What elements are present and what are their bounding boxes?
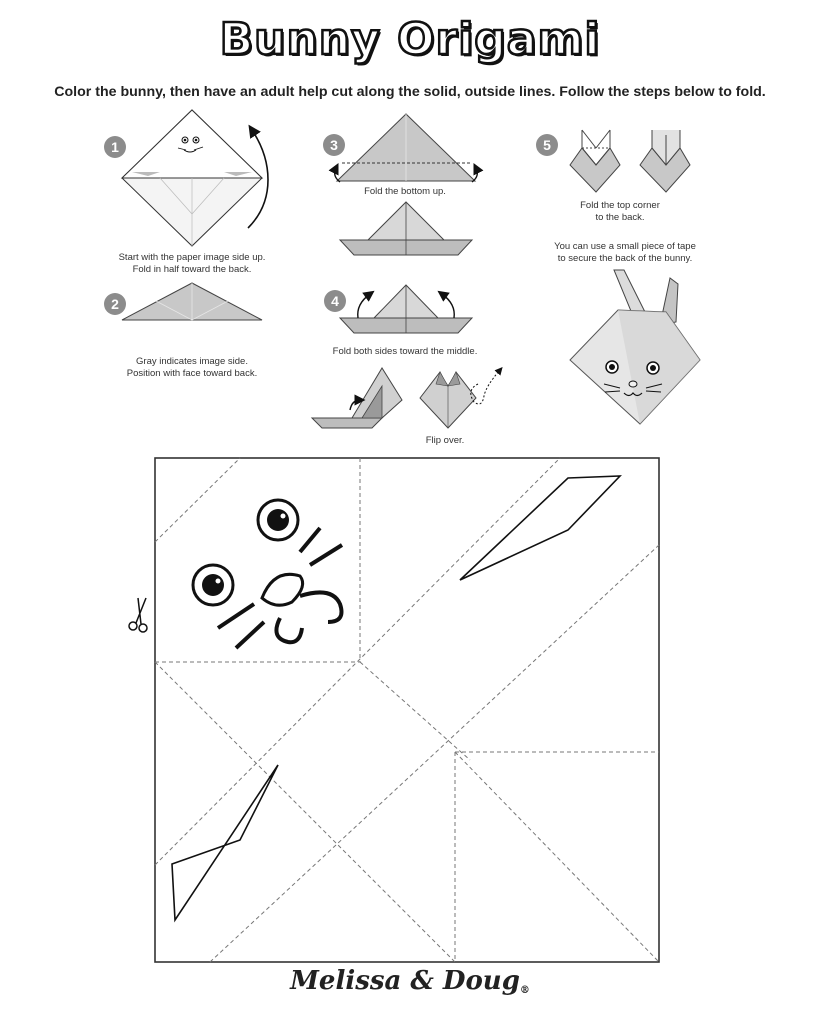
step-4-badge: 4 xyxy=(324,290,346,312)
step-4-caption: Fold both sides toward the middle. xyxy=(332,346,478,357)
step-3-caption: Fold the bottom up. xyxy=(364,186,446,197)
step-3-diagram xyxy=(335,114,478,255)
registered-mark: ® xyxy=(519,985,530,996)
bunny-cutout-sheet xyxy=(155,458,659,962)
finished-bunny-illustration xyxy=(570,270,700,424)
step-2-badge: 2 xyxy=(104,293,126,315)
tape-note: You can use a small piece of tape to secure the back of the bunny. xyxy=(554,241,696,264)
step-2-diagram xyxy=(122,283,262,320)
scissors-icon xyxy=(129,598,147,632)
flip-over-caption: Flip over. xyxy=(425,435,465,446)
step-5-diagram xyxy=(570,130,690,192)
step-1-caption: Start with the paper image side up. Fold in half toward the back. xyxy=(118,252,266,275)
step-1-diagram xyxy=(122,110,268,246)
step-2-caption: Gray indicates image side. Position with face toward back. xyxy=(126,356,258,379)
page-title: Bunny Origami xyxy=(219,14,601,65)
step-3-badge: 3 xyxy=(323,134,345,156)
step-5-caption: Fold the top corner to the back. xyxy=(580,200,660,223)
step-5-badge: 5 xyxy=(536,134,558,156)
step-1-badge: 1 xyxy=(104,136,126,158)
brand-logo xyxy=(0,966,820,996)
instructions-text: Color the bunny, then have an adult help cut along the solid, outside lines. Follow the steps below to fold. xyxy=(54,84,766,100)
brand-name: Melissa & Doug xyxy=(290,966,520,996)
